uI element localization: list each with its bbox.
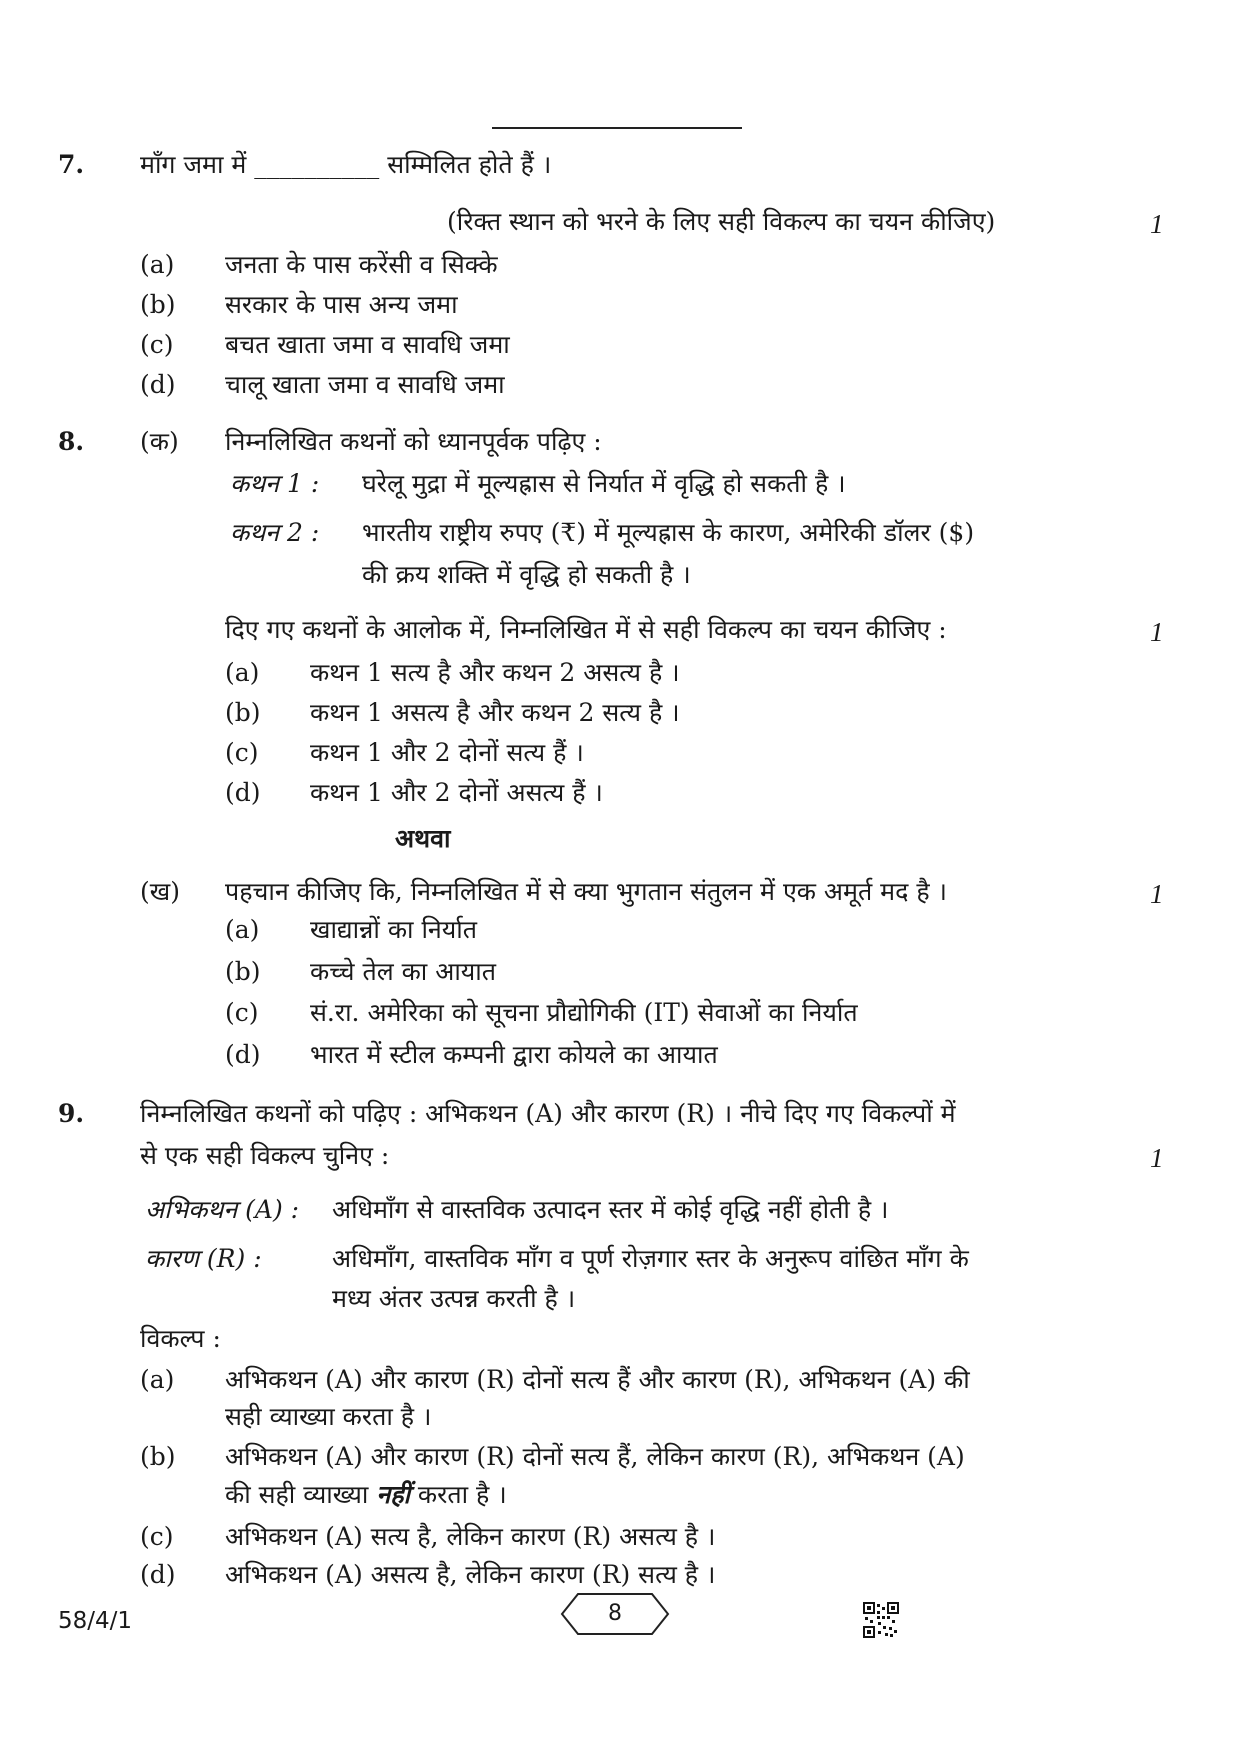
- q9-option-b-line2-pre: की सही व्याख्या: [225, 1480, 369, 1509]
- q8a-option-d-text: कथन 1 और 2 दोनों असत्य हैं ।: [310, 778, 603, 807]
- q8b-option-b-text: कच्चे तेल का आयात: [310, 957, 496, 986]
- q7-stem-part2: सम्मिलित होते हैं ।: [387, 150, 552, 179]
- q8a-option-a-text: कथन 1 सत्य है और कथन 2 असत्य है ।: [310, 658, 680, 687]
- q9-reason-line2: मध्य अंतर उत्पन्न करती है ।: [332, 1284, 576, 1313]
- q9-number: 9.: [58, 1099, 85, 1128]
- q8-statement2-line1: भारतीय राष्ट्रीय रुपए (₹) में मूल्यह्रास के कारण, अमेरिकी डॉलर ($): [362, 518, 975, 547]
- q9-option-b-line2: [225, 1478, 507, 1512]
- q8b-option-d-text: भारत में स्टील कम्पनी द्वारा कोयले का आयात: [310, 1040, 718, 1069]
- q7-option-a-text: जनता के पास करेंसी व सिक्के: [225, 250, 498, 279]
- q9-option-d-label: (d): [140, 1560, 176, 1589]
- q9-option-c-label: (c): [140, 1522, 174, 1551]
- q8b-option-c-text: सं.रा. अमेरिका को सूचना प्रौद्योगिकी (IT) सेवाओं का निर्यात: [310, 998, 858, 1027]
- q8-choose-instruction: दिए गए कथनों के आलोक में, निम्नलिखित में से सही विकल्प का चयन कीजिए :: [225, 615, 947, 644]
- q8a-option-a-label: (a): [225, 658, 260, 687]
- q9-option-b-line2-post: करता है ।: [417, 1480, 507, 1509]
- q8b-option-d-label: (d): [225, 1040, 261, 1069]
- q7-option-d-text: चालू खाता जमा व सावधि जमा: [225, 370, 505, 399]
- q8-part-a-label: (क): [140, 427, 179, 456]
- q9-option-b-emphasis: नहीं: [376, 1480, 410, 1509]
- q8-marks-b: 1: [1150, 879, 1164, 909]
- q8-or-divider: अथवा: [395, 824, 451, 853]
- q8a-option-c-label: (c): [225, 738, 259, 767]
- page-number: 8: [608, 1601, 622, 1626]
- q8-part-b-question: पहचान कीजिए कि, निम्नलिखित में से क्या भुगतान संतुलन में एक अमूर्त मद है ।: [225, 877, 948, 906]
- q8b-option-a-text: खाद्यान्नों का निर्यात: [310, 915, 478, 944]
- paper-code: 58/4/1: [58, 1608, 133, 1634]
- q8b-option-a-label: (a): [225, 915, 260, 944]
- q8a-option-b-label: (b): [225, 698, 261, 727]
- q7-option-b-label: (b): [140, 290, 176, 319]
- q8a-option-d-label: (d): [225, 778, 261, 807]
- q8-statement1-text: घरेलू मुद्रा में मूल्यह्रास से निर्यात में वृद्धि हो सकती है ।: [362, 469, 846, 498]
- q8b-option-b-label: (b): [225, 957, 261, 986]
- q9-option-a-label: (a): [140, 1365, 175, 1394]
- q9-marks: 1: [1150, 1143, 1164, 1173]
- q9-option-b-line1: अभिकथन (A) और कारण (R) दोनों सत्य हैं, लेकिन कारण (R), अभिकथन (A): [225, 1442, 965, 1471]
- q7-marks: 1: [1150, 209, 1164, 239]
- q8-part-a-intro: निम्नलिखित कथनों को ध्यानपूर्वक पढ़िए :: [225, 427, 602, 456]
- q9-reason-line1: अधिमाँग, वास्तविक माँग व पूर्ण रोज़गार स्तर के अनुरूप वांछित माँग के: [332, 1244, 969, 1273]
- q8-marks-a: 1: [1150, 617, 1164, 647]
- q9-option-d-text: अभिकथन (A) असत्य है, लेकिन कारण (R) सत्य है ।: [225, 1560, 716, 1589]
- q7-option-c-label: (c): [140, 330, 174, 359]
- q9-option-c-text: अभिकथन (A) सत्य है, लेकिन कारण (R) असत्य है ।: [225, 1522, 716, 1551]
- q7-option-b-text: सरकार के पास अन्य जमा: [225, 290, 458, 319]
- q7-stem: [140, 148, 551, 182]
- q7-option-a-label: (a): [140, 250, 175, 279]
- q8-statement2-line2: की क्रय शक्ति में वृद्धि हो सकती है ।: [362, 560, 691, 589]
- q7-option-d-label: (d): [140, 370, 176, 399]
- qr-code-icon: [863, 1602, 899, 1638]
- q9-option-b-label: (b): [140, 1442, 176, 1471]
- q8a-option-b-text: कथन 1 असत्य है और कथन 2 सत्य है ।: [310, 698, 680, 727]
- q9-assertion-label: अभिकथन (A) :: [145, 1195, 300, 1224]
- q8-number: 8.: [58, 427, 85, 456]
- q8-part-b-label: (ख): [140, 877, 180, 906]
- q7-number: 7.: [58, 150, 85, 179]
- q9-stem-line2: से एक सही विकल्प चुनिए :: [140, 1141, 390, 1170]
- q8a-option-c-text: कथन 1 और 2 दोनों सत्य हैं ।: [310, 738, 584, 767]
- top-rule: [492, 127, 742, 129]
- q7-blank: __________: [254, 150, 380, 179]
- q9-option-a-line1: अभिकथन (A) और कारण (R) दोनों सत्य हैं और कारण (R), अभिकथन (A) की: [225, 1365, 970, 1394]
- q9-options-heading: विकल्प :: [140, 1324, 221, 1353]
- q9-option-a-line2: सही व्याख्या करता है ।: [225, 1402, 432, 1431]
- q7-stem-part1: माँग जमा में: [140, 150, 247, 179]
- q9-reason-label: कारण (R) :: [145, 1244, 262, 1273]
- q9-stem-line1: निम्नलिखित कथनों को पढ़िए : अभिकथन (A) और कारण (R) । नीचे दिए गए विकल्पों में: [140, 1099, 956, 1128]
- q9-assertion-text: अधिमाँग से वास्तविक उत्पादन स्तर में कोई वृद्धि नहीं होती है ।: [332, 1195, 889, 1224]
- q8b-option-c-label: (c): [225, 998, 259, 1027]
- q7-instruction: (रिक्त स्थान को भरने के लिए सही विकल्प का चयन कीजिए): [447, 207, 996, 236]
- q8-statement1-label: कथन 1 :: [230, 469, 320, 498]
- q7-option-c-text: बचत खाता जमा व सावधि जमा: [225, 330, 510, 359]
- q8-statement2-label: कथन 2 :: [230, 518, 320, 547]
